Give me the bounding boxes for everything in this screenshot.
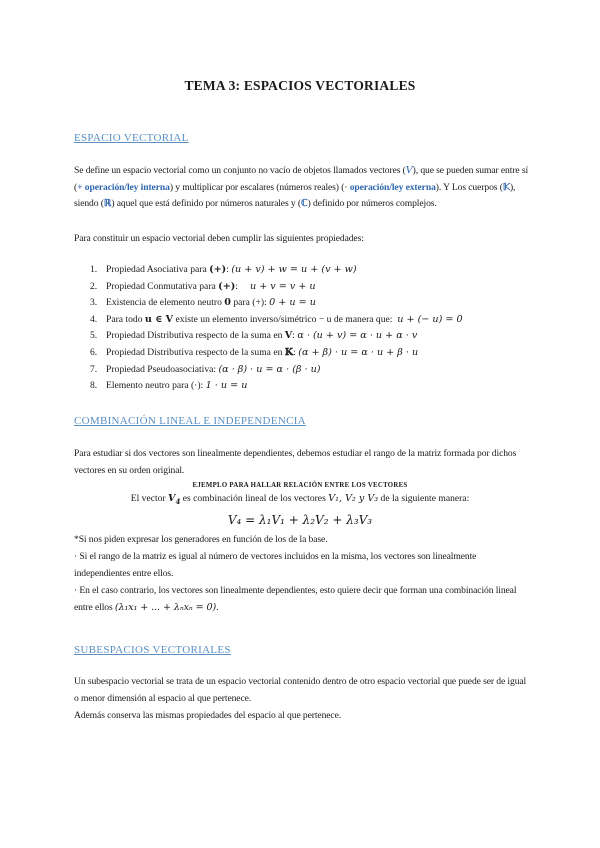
- property-item: [74, 328, 534, 345]
- property-formula: u + v = v + u: [249, 280, 316, 292]
- property-number: 7.: [90, 363, 98, 375]
- text-span: Se define un espacio vectorial como un conjunto no vacío de objetos llamados vectores (: [74, 165, 406, 176]
- text-span: El vector: [130, 493, 169, 504]
- field-k-symbol: 𝕂: [502, 181, 510, 193]
- property-text: Existencia de elemento neutro: [106, 297, 225, 309]
- property-number: 4.: [90, 313, 98, 325]
- property-number: 3.: [90, 297, 98, 309]
- property-number: 6.: [90, 346, 98, 358]
- property-separator: :: [226, 264, 232, 275]
- property-separator: existe un elemento inverso/simétrico − u de manera que:: [173, 313, 398, 325]
- vectors-list: V₁, V₂ y V₃: [328, 493, 379, 504]
- page-title: TEMA 3: ESPACIOS VECTORIALES: [184, 78, 416, 93]
- example-title: EJEMPLO PARA HALLAR RELACIÓN ENTRE LOS VECTORES: [192, 482, 408, 489]
- property-number: 1.: [90, 264, 98, 275]
- property-formula: (u + v) + w = u + (v + w): [231, 264, 357, 275]
- property-item: [74, 362, 534, 379]
- property-separator: para (+):: [230, 297, 270, 309]
- section-heading-subespacios: SUBESPACIOS VECTORIALES: [74, 644, 231, 656]
- property-text: Propiedad Distributiva respecto de la suma en: [106, 346, 285, 358]
- property-formula: 0 + u = u: [269, 297, 316, 309]
- text-span: ) y multiplicar por escalares (números reales) (·: [169, 181, 348, 193]
- property-item: [74, 295, 534, 312]
- property-text: Para todo: [106, 313, 145, 325]
- text-span: ) definido por números complejos.: [307, 198, 437, 209]
- property-text: Propiedad Pseudoasociativa:: [106, 363, 219, 375]
- text-span: ). Y Los cuerpos (: [435, 181, 503, 193]
- field-r-symbol: ℝ: [103, 198, 112, 209]
- text-span: ) aquel que está definido por números naturales y (: [111, 198, 301, 209]
- text-span: es combinación lineal de los vectores: [180, 493, 329, 504]
- property-item: [74, 262, 534, 279]
- section-heading-combinacion-lineal: COMBINACIÓN LINEAL E INDEPENDENCIA: [74, 415, 306, 427]
- note-dependent: [74, 583, 529, 616]
- linear-combination-equation: V₄ = λ₁V₁ + λ₂V₂ + λ₃V₃: [227, 513, 373, 527]
- subscript: 4: [175, 496, 181, 506]
- property-separator: :: [235, 280, 250, 292]
- internal-operation-label: + operación/ley interna: [77, 181, 170, 193]
- property-operator: (+): [218, 280, 236, 292]
- property-text: Propiedad Distributiva respecto de la suma en: [106, 330, 285, 342]
- text-span: .: [216, 601, 219, 613]
- property-operator: (+): [209, 264, 227, 275]
- property-formula: α · (u + v) = α · u + α · v: [297, 330, 418, 342]
- property-separator: :: [292, 330, 298, 342]
- paragraph-subspace-definition: Un subespacio vectorial se trata de un espacio vectorial contenido dentro de otro espacio vectorial que puede ser de igual o menor dimensión al espacio al que pertenece.: [74, 676, 527, 704]
- property-operator: 0: [224, 297, 231, 309]
- note-generators: *Si nos piden expresar los generadores en función de los de la base.: [74, 534, 328, 545]
- property-text: Propiedad Conmutativa para: [106, 280, 219, 292]
- property-item: [74, 345, 534, 362]
- paragraph-subspace-properties: Además conserva las mismas propiedades del espacio al que pertenece.: [74, 710, 342, 721]
- property-number: 8.: [90, 380, 98, 392]
- paragraph-properties-intro: Para constituir un espacio vectorial deben cumplir las siguientes propiedades:: [74, 233, 364, 244]
- property-operator: u ∈ V: [144, 313, 174, 325]
- text-span: V: [168, 493, 176, 504]
- example-statement: [0, 493, 600, 506]
- property-item: [74, 378, 534, 395]
- property-formula: u + (− u) = 0: [397, 313, 463, 325]
- field-c-symbol: ℂ: [301, 198, 308, 209]
- property-formula: 1 · u = u: [205, 380, 248, 392]
- text-span: · En el caso contrario, los vectores son linealmente dependientes, esto quiere decir que forman una combinación lineal entre ellos: [74, 585, 517, 613]
- property-number: 2.: [90, 280, 98, 292]
- property-text: Elemento neutro para (·):: [106, 380, 206, 392]
- vector-symbol: V: [405, 165, 413, 176]
- lambda-formula: (λ₁x₁ + ... + λₙxₙ = 0): [114, 601, 217, 613]
- properties-list: [74, 262, 534, 395]
- property-operator: 𝕂: [284, 346, 294, 358]
- property-formula: (α + β) · u = α · u + β · u: [298, 346, 419, 358]
- external-operation-label: operación/ley externa: [347, 181, 436, 193]
- text-span: ), que se pueden sumar entre sí (: [74, 165, 529, 193]
- property-item: [74, 312, 534, 329]
- section-heading-espacio-vectorial: ESPACIO VECTORIAL: [74, 132, 189, 144]
- property-operator: V: [284, 330, 293, 342]
- text-span: ), siendo (: [74, 181, 516, 209]
- vector-v4: [168, 493, 180, 504]
- property-item: [74, 279, 534, 296]
- property-text: Propiedad Asociativa para: [106, 264, 210, 275]
- property-formula: (α · β) · u = α · (β · u): [218, 363, 321, 375]
- paragraph-linear-dependence: Para estudiar si dos vectores son linealmente dependientes, debemos estudiar el rango de la matriz formada por dichos vectores en su orden original.: [74, 448, 517, 476]
- text-span: de la siguiente manera:: [378, 493, 470, 504]
- note-independent: · Si el rango de la matriz es igual al número de vectores incluidos en la misma, los vectores son linealmente independientes entre ellos.: [74, 551, 477, 579]
- property-number: 5.: [90, 330, 98, 342]
- property-separator: :: [293, 346, 299, 358]
- paragraph-definition: [74, 163, 529, 213]
